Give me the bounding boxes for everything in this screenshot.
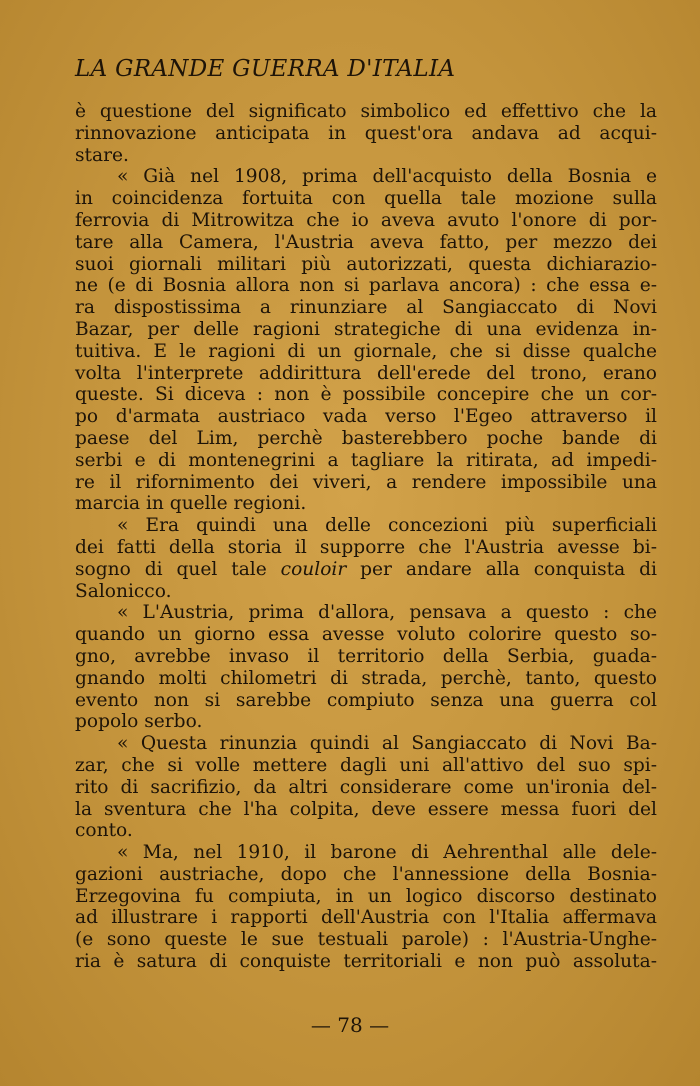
line-text: ne (e di Bosnia allora non si parlava ancora) : che essa e- bbox=[75, 275, 657, 297]
text-line bbox=[75, 864, 657, 886]
line-text: Bazar, per delle ragioni strategiche di una evidenza in- bbox=[75, 318, 657, 340]
line-text: è questione del significato simbolico ed effettivo che la bbox=[75, 101, 657, 122]
page-body bbox=[75, 55, 657, 973]
text-line bbox=[75, 232, 657, 254]
text-line bbox=[75, 515, 657, 537]
text-line bbox=[75, 646, 657, 668]
text-line bbox=[75, 951, 657, 973]
line-text: re il rifornimento dei viveri, a rendere impossibile una bbox=[75, 471, 657, 493]
text-line bbox=[75, 690, 657, 712]
text-line bbox=[75, 188, 657, 210]
line-text: tuitiva. E le ragioni di un giornale, che si disse qualche bbox=[75, 340, 657, 362]
line-text: suoi giornali militari più autorizzati, questa dichiarazio- bbox=[75, 253, 657, 275]
line-text: gnando molti chilometri di strada, perchè, tanto, questo bbox=[75, 667, 657, 689]
text-line bbox=[75, 711, 657, 733]
text-line bbox=[75, 363, 657, 385]
line-text: ad illustrare i rapporti dell'Austria con l'Italia affermava bbox=[75, 907, 657, 929]
line-text: la sventura che l'ha colpita, deve essere messa fuori del bbox=[75, 798, 657, 820]
text-line bbox=[75, 799, 657, 821]
running-title: LA GRANDE GUERRA D'ITALIA bbox=[75, 56, 456, 82]
line-text: ria è satura di conquiste territoriali e non può assoluta- bbox=[75, 951, 657, 973]
line-text: in coincidenza fortuita con quella tale mozione sulla bbox=[75, 188, 657, 210]
text-line bbox=[75, 733, 657, 755]
line-text: « L'Austria, prima d'allora, pensava a questo : che bbox=[117, 602, 657, 624]
line-text: queste. Si diceva : non è possibile concepire che un cor- bbox=[75, 384, 657, 406]
text-line bbox=[75, 254, 657, 276]
text-line bbox=[75, 123, 657, 145]
line-text: « Ma, nel 1910, il barone di Aehrenthal alle dele- bbox=[117, 842, 657, 864]
line-text: gno, avrebbe invaso il territorio della Serbia, guada- bbox=[75, 645, 657, 667]
line-text: paese del Lim, perchè basterebbero poche bande di bbox=[75, 427, 657, 449]
text-line bbox=[75, 472, 657, 494]
line-text: marcia in quelle regioni. bbox=[75, 493, 307, 515]
text-line bbox=[75, 384, 657, 406]
text-line bbox=[75, 319, 657, 341]
line-text: sogno di quel tale bbox=[75, 558, 281, 580]
text-line bbox=[75, 668, 657, 690]
line-text: rinnovazione anticipata in quest'ora andava ad acqui- bbox=[75, 122, 657, 144]
line-text: Erzegovina fu compiuta, in un logico discorso destinato bbox=[75, 885, 657, 907]
text-line bbox=[75, 275, 657, 297]
text-line bbox=[75, 842, 657, 864]
page-number: — 78 — bbox=[310, 1013, 390, 1037]
text-line bbox=[75, 145, 657, 167]
line-text: « Già nel 1908, prima dell'acquisto della Bosnia e bbox=[117, 166, 657, 188]
text-line bbox=[75, 602, 657, 624]
line-text: Salonicco. bbox=[75, 580, 172, 602]
text-line bbox=[75, 624, 657, 646]
text-line bbox=[75, 450, 657, 472]
text-line bbox=[75, 886, 657, 908]
line-text: ferrovia di Mitrowitza che io aveva avuto l'onore di por- bbox=[75, 209, 657, 231]
text-line bbox=[75, 777, 657, 799]
line-text: zar, che si volle mettere dagli uni all'attivo del suo spi- bbox=[75, 754, 657, 776]
line-text: conto. bbox=[75, 820, 133, 842]
line-text: popolo serbo. bbox=[75, 711, 203, 733]
text-line bbox=[75, 907, 657, 929]
text-line bbox=[75, 493, 657, 515]
line-text: evento non si sarebbe compiuto senza una guerra col bbox=[75, 689, 657, 711]
text-line bbox=[75, 755, 657, 777]
text-line bbox=[75, 101, 657, 123]
text-line bbox=[75, 297, 657, 319]
line-text: rito di sacrifizio, da altri considerare come un'ironia del- bbox=[75, 776, 657, 798]
text-line bbox=[75, 820, 657, 842]
line-text: « Questa rinunzia quindi al Sangiaccato di Novi Ba- bbox=[117, 733, 657, 755]
line-text: quando un giorno essa avesse voluto colorire questo so- bbox=[75, 624, 657, 646]
text-line bbox=[75, 341, 657, 363]
line-text: serbi e di montenegrini a tagliare la ritirata, ad impedi- bbox=[75, 449, 657, 471]
text-line bbox=[75, 406, 657, 428]
line-text: stare. bbox=[75, 144, 129, 166]
text-line bbox=[75, 581, 657, 603]
line-text: ra dispostissima a rinunziare al Sangiaccato di Novi bbox=[75, 297, 657, 319]
text-line bbox=[75, 537, 657, 559]
line-text: po d'armata austriaco vada verso l'Egeo attraverso il bbox=[75, 406, 657, 428]
line-text: gazioni austriache, dopo che l'annessione della Bosnia- bbox=[75, 863, 657, 885]
text-line bbox=[75, 929, 657, 951]
text-line bbox=[75, 428, 657, 450]
line-text: (e sono queste le sue testuali parole) : l'Austria-Unghe- bbox=[75, 929, 657, 951]
line-text: volta l'interprete addirittura dell'erede del trono, erano bbox=[75, 362, 657, 384]
line-text: dei fatti della storia il supporre che l'Austria avesse bi- bbox=[75, 536, 657, 558]
text-block bbox=[75, 101, 657, 973]
text-line bbox=[75, 210, 657, 232]
text-line bbox=[75, 166, 657, 188]
line-text: « Era quindi una delle concezioni più superficiali bbox=[117, 515, 657, 537]
line-text: tare alla Camera, l'Austria aveva fatto, per mezzo dei bbox=[75, 231, 657, 253]
text-line bbox=[75, 559, 657, 581]
line-text-after: per andare alla conquista di bbox=[346, 558, 657, 580]
italic-term: couloir bbox=[280, 558, 347, 580]
